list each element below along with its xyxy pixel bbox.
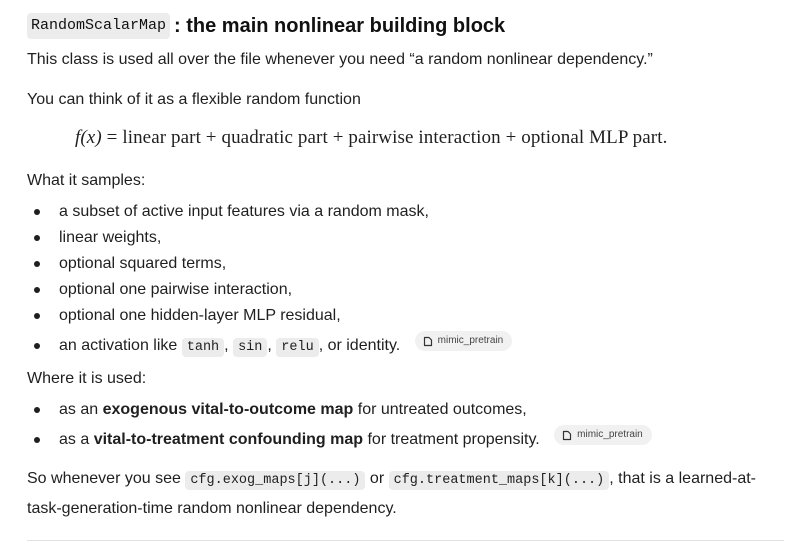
section-heading <box>27 0 784 42</box>
heading-class-name: RandomScalarMap <box>27 13 170 40</box>
list-item: a subset of active input features via a random mask, <box>27 199 784 225</box>
item-prefix: as an <box>59 400 99 418</box>
list-item <box>27 397 784 423</box>
code-tanh: tanh <box>182 338 224 357</box>
item-bold: vital-to-treatment confounding map <box>93 430 364 448</box>
item-bold: exogenous vital-to-outcome map <box>102 400 354 418</box>
list-item-activation <box>27 329 784 363</box>
divider <box>27 540 784 541</box>
formula-lhs: f(x) <box>75 127 102 148</box>
item-suffix: for treatment propensity. <box>367 430 540 448</box>
list-item: optional one pairwise interaction, <box>27 277 784 303</box>
flexible-paragraph: You can think of it as a flexible random function <box>27 91 361 108</box>
formula: f(x) = linear part + quadratic part + pairwise interaction + optional MLP part. <box>75 127 668 148</box>
used-heading: Where it is used: <box>27 369 147 387</box>
summary-paragraph <box>27 465 784 523</box>
citation-label: mimic_pretrain <box>437 335 504 346</box>
heading-text: : the main nonlinear building block <box>174 15 506 37</box>
formula-rhs: linear part + quadratic part + pairwise interaction + optional MLP part. <box>122 127 668 148</box>
activation-prefix: an activation like <box>59 336 178 354</box>
activation-suffix: , or identity. <box>318 336 401 354</box>
list-item: optional one hidden-layer MLP residual, <box>27 303 784 329</box>
document-icon <box>423 336 433 347</box>
samples-list <box>27 199 784 363</box>
list-item: optional squared terms, <box>27 251 784 277</box>
summary-mid: or <box>369 469 385 487</box>
list-item: linear weights, <box>27 225 784 251</box>
samples-heading: What it samples: <box>27 171 146 189</box>
separator: , <box>267 336 272 354</box>
code-exog-maps: cfg.exog_maps[j](...) <box>185 471 365 490</box>
list-item <box>27 423 784 457</box>
code-relu: relu <box>276 338 318 357</box>
citation-chip[interactable] <box>554 425 652 445</box>
summary-suffix: , that is a learned-at-task-generation-time random nonlinear dependency. <box>27 469 756 517</box>
summary-prefix: So whenever you see <box>27 469 181 487</box>
item-prefix: as a <box>59 430 90 448</box>
used-list <box>27 397 784 457</box>
citation-chip[interactable] <box>415 331 513 351</box>
citation-label: mimic_pretrain <box>577 429 643 440</box>
item-suffix: for untreated outcomes, <box>357 400 527 418</box>
code-treatment-maps: cfg.treatment_maps[k](...) <box>389 471 610 490</box>
separator: , <box>224 336 229 354</box>
intro-paragraph: This class is used all over the file whenever you need “a random nonlinear dependency.” <box>27 51 653 68</box>
code-sin: sin <box>233 338 267 357</box>
document-icon <box>562 430 572 441</box>
